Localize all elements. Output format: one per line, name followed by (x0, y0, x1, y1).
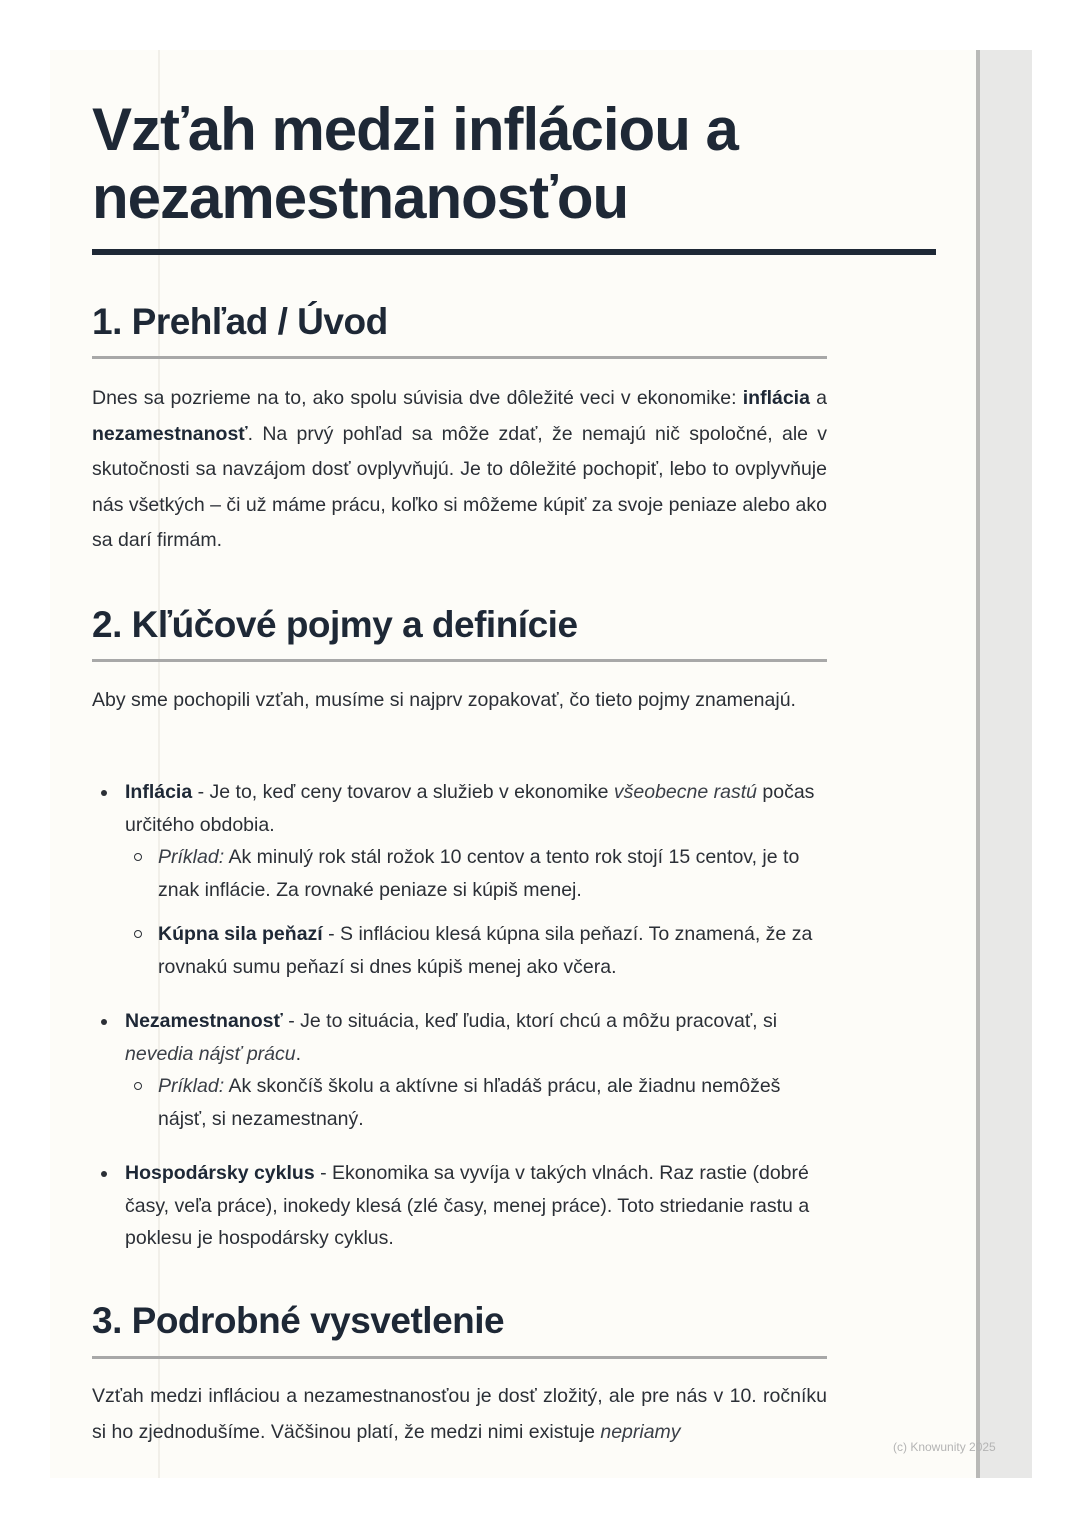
bullet-icon (101, 790, 107, 796)
example-text: Ak skončíš školu a aktívne si hľadáš prácu, ale žiadnu nemôžeš nájsť, si nezamestnaný. (158, 1075, 781, 1130)
bold-term-nezamestnanost: nezamestnanosť (92, 422, 248, 445)
list-item-nezamestnanost (92, 1005, 827, 1070)
section-divider-2 (92, 659, 827, 662)
term: Inflácia (125, 781, 193, 803)
page-edge-line (976, 50, 980, 1478)
title-line-2: nezamestnanosťou (92, 164, 629, 231)
text: Vzťah medzi infláciou a nezamestnanosťou je dosť zložitý, ale pre nás v 10. ročníku si ho zjednodušíme. Väčšinou platí, že medzi nimi existuje (92, 1385, 827, 1443)
document-title (92, 96, 738, 232)
section-divider-1 (92, 356, 827, 359)
page-edge-shadow (976, 50, 1032, 1478)
section-divider-3 (92, 1356, 827, 1359)
term: Kúpna sila peňazí (158, 923, 323, 945)
term: Hospodársky cyklus (125, 1162, 315, 1184)
text: a (809, 387, 827, 409)
definition-tail: počas určitého obdobia. (125, 781, 815, 836)
definitions-intro: Aby sme pochopili vzťah, musíme si najprv zopakovať, čo tieto pojmy znamenajú. (92, 689, 796, 711)
circle-bullet-icon (134, 930, 142, 938)
definition: - Je to situácia, keď ľudia, ktorí chcú a môžu pracovať, si (282, 1010, 778, 1032)
sub-item-priklad-nezamestnanost (92, 1070, 827, 1135)
section-heading-3: 3. Podrobné vysvetlenie (92, 1300, 505, 1341)
emphasis: všeobecne rastú (613, 781, 757, 803)
sub-item-kupna-sila (92, 918, 827, 983)
bullet-icon (101, 1019, 107, 1025)
definition-tail: . (295, 1042, 302, 1065)
copyright-footer: (c) Knowunity 2025 (893, 1440, 996, 1454)
emphasis: nevedia nájsť prácu (125, 1042, 296, 1065)
explanation-paragraph (92, 1379, 827, 1450)
example-text: Ak minulý rok stál rožok 10 centov a tento rok stojí 15 centov, je to znak inflácie. Za rovnaké peniaze si kúpiš menej. (158, 846, 800, 901)
text: . Na prvý pohľad sa môže zdať, že nemajú nič spoločné, ale v skutočnosti sa navzájom dosť ovplyvňujú. Je to dôležité pochopiť, lebo to ovplyvňuje nás všetkých – či už máme prácu, koľko si môžeme kúpiť za svoje peniaze alebo ako sa darí firmám. (92, 422, 827, 551)
section-heading-1: 1. Prehľad / Úvod (92, 301, 388, 342)
definition: - Je to, keď ceny tovarov a služieb v ekonomike (192, 781, 614, 803)
sub-item-priklad-inflacia (92, 841, 827, 906)
emphasis: nepriamy (600, 1420, 681, 1443)
intro-paragraph (92, 381, 827, 559)
section-heading-2: 2. Kľúčové pojmy a definície (92, 604, 578, 645)
title-line-1: Vzťah medzi infláciou a (92, 96, 738, 163)
term: Nezamestnanosť (125, 1010, 283, 1032)
definition: - Ekonomika sa vyvíja v takých vlnách. Raz rastie (dobré časy, veľa práce), inokedy klesá (zlé časy, menej práce). Toto striedanie rastu a poklesu je hospodársky cyklus. (125, 1162, 810, 1249)
example-label: Príklad: (158, 846, 225, 868)
definition: - S infláciou klesá kúpna sila peňazí. To znamená, že za rovnakú sumu peňazí si dnes kúpiš menej ako včera. (158, 923, 813, 978)
definitions-list (92, 776, 827, 1255)
text: Dnes sa pozrieme na to, ako spolu súvisia dve dôležité veci v ekonomike: (92, 387, 743, 409)
bold-term-inflacia: inflácia (742, 387, 810, 409)
document-page (50, 50, 978, 1478)
circle-bullet-icon (134, 1082, 142, 1090)
list-item-inflacia (92, 776, 827, 841)
margin-line (158, 50, 160, 1478)
bullet-icon (101, 1171, 107, 1177)
example-label: Príklad: (158, 1075, 225, 1097)
list-item-hospodarsky-cyklus (92, 1157, 827, 1255)
title-divider (92, 249, 936, 255)
circle-bullet-icon (134, 853, 142, 861)
